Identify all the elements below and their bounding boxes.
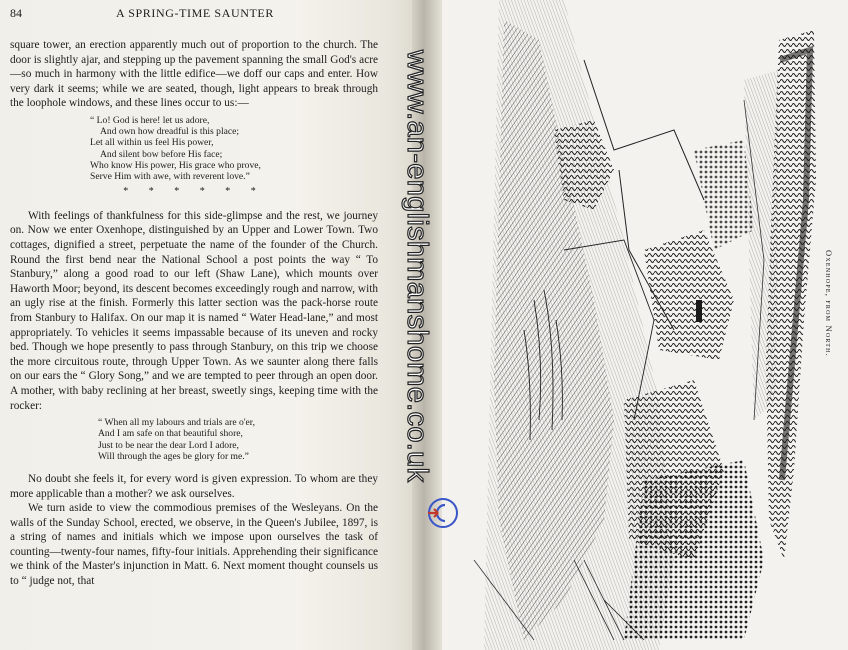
running-head: [10, 6, 380, 22]
church-tower: [696, 300, 702, 322]
hymn-verse-2: [10, 417, 378, 462]
paragraph-2: With feelings of thankfulness for this side-glimpse and the rest, we journey on. Now we enter Oxenhope, distinguished by an Upper and Lower Town. Two cottages, dignified a street, perpetuate the name of the founder of the Church. Round the first bend near the National School a post points the way “ To Stanbury,” along a good road to our left (Shaw Lane), which mounts over Haworth Moor; beyond, its descent becomes exceedingly rough and narrow, with an ugly rise at the finish. Formerly this latter section was the pack-horse route from Stanbury to Halifax. On our map it is named “ Water Head-lane,” and most appropriately. To vehicles it seems impassable because of its uneven and rocky bed. Though we hope presently to pass through Stanbury, on this trip we choose the more circuitous route, through Upper Town. As we saunter along there falls on our ears the “ Glory Song,” and we are tempted to peer through an open door. A mother, with baby reclining at her breast, sweetly sings, keeping time with the rocker:: [10, 209, 378, 412]
verse-line: “ Lo! God is here! let us adore,: [90, 114, 210, 126]
verse-line: Serve Him with awe, with reverent love.”: [90, 170, 250, 182]
watermark: [401, 50, 462, 520]
paragraph-3: No doubt she feels it, for every word is given expression. To whom are they more applicable than a mother? we ask ourselves.: [10, 472, 378, 500]
tree-clump: [624, 460, 764, 640]
oxenhope-engraving: [444, 0, 824, 650]
verse-line: Let all within us feel His power,: [90, 137, 214, 149]
illustration-caption: Oxenhope, from North.: [824, 250, 834, 357]
body-text: [10, 38, 378, 589]
verse-line: Who know His power, His grace who prove,: [90, 159, 261, 171]
running-head-title: A SPRING-TIME SAUNTER: [116, 6, 274, 20]
verse-line: And I am safe on that beautiful shore,: [98, 428, 243, 440]
watermark-url: www.an-englishmanshome.co.uk: [401, 50, 433, 483]
hymn-verse-1: [10, 115, 378, 182]
verse-line: Just to be near the dear Lord I adore,: [98, 439, 239, 451]
village-cluster: [644, 230, 734, 360]
verse-line: Will through the ages be glory for me.”: [98, 450, 249, 462]
page-number: 84: [10, 6, 22, 20]
paragraph-4: We turn aside to view the commodious premises of the Wesleyans. On the walls of the Sunday School, erected, we observe, in the Queen's Jubilee, 1897, is a string of names and initials which we impose upon ourselves the task of counting—twenty-four names, fifty-four initials. Apprehending their significance we think of the Master's injunction in Matt. 6. Next moment thought counsels us to “ judge not, that: [10, 502, 378, 588]
paragraph-1: square tower, an erection apparently much out of proportion to the church. The door is slightly ajar, and stepping up the pavement spanning the small God's acre—so much in harmony with the little edifice—we doff our caps and enter. How very dark it seems; while we are seated, though, light appears to break through the loophole windows, and these lines occur to us:—: [10, 39, 378, 110]
verse-line: And silent bow before His face;: [100, 148, 223, 160]
watermark-logo-icon: [426, 496, 460, 530]
verse-line: And own how dreadful is this place;: [100, 126, 240, 138]
verse-line: “ When all my labours and trials are o'er,: [98, 417, 256, 429]
section-break-stars: * * * * * *: [123, 186, 265, 198]
